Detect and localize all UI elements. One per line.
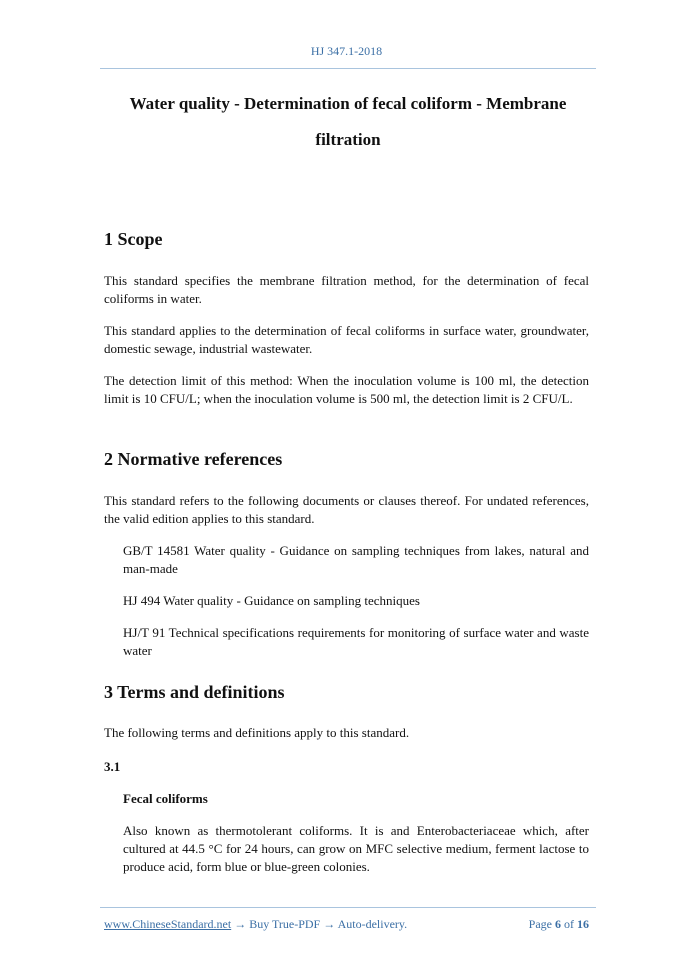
auto-delivery-text: Auto-delivery.: [337, 917, 408, 931]
reference-item: HJ/T 91 Technical specifications requirements for monitoring of surface water and waste water: [123, 625, 589, 658]
site-link[interactable]: www.ChineseStandard.net: [104, 917, 232, 931]
footer-divider: [100, 907, 596, 908]
arrow-icon: →: [234, 917, 247, 931]
section-heading-terms-definitions: 3 Terms and definitions: [104, 682, 285, 702]
scope-paragraph-3: The detection limit of this method: When the inoculation volume is 100 ml, the detection limit is 10 CFU/L; when the inoculation volume is 500 ml, the detection limit is 2 CFU/L.: [104, 373, 589, 406]
page-indicator: [529, 917, 589, 932]
terms-intro: The following terms and definitions apply to this standard.: [104, 725, 410, 740]
section-heading-normative-references: 2 Normative references: [104, 449, 283, 469]
reference-item: GB/T 14581 Water quality - Guidance on sampling techniques from lakes, natural and man-made: [123, 543, 589, 576]
document-code-header: HJ 347.1-2018: [310, 44, 383, 58]
footer-promo: [104, 917, 407, 932]
total-pages-number: 16: [577, 917, 589, 931]
reference-item: HJ 494 Water quality - Guidance on sampling techniques: [123, 593, 420, 608]
scope-paragraph-2: This standard applies to the determination of fecal coliforms in surface water, groundwater, domestic sewage, industrial wastewater.: [104, 323, 589, 356]
normative-intro: This standard refers to the following documents or clauses thereof. For undated references, the valid edition applies to this standard.: [104, 493, 589, 526]
buy-true-pdf-link[interactable]: Buy True-PDF: [249, 917, 321, 931]
scope-paragraph-1: This standard specifies the membrane filtration method, for the determination of fecal coliforms in water.: [104, 273, 589, 306]
document-title: [100, 86, 596, 158]
section-heading-scope: 1 Scope: [104, 229, 163, 249]
current-page-number: 6: [555, 917, 561, 931]
term-name: Fecal coliforms: [123, 791, 208, 806]
of-label: of: [564, 917, 574, 931]
term-number: 3.1: [104, 759, 121, 774]
title-line-2: filtration: [315, 130, 381, 149]
page-label: Page: [528, 917, 552, 931]
term-definition: Also known as thermotolerant coliforms. It is and Enterobacteriaceae which, after cultured at 44.5 °C for 24 hours, can grow on MFC selective medium, ferment lactose to produce acid, form blue or blue-green colonies.: [123, 823, 589, 874]
title-line-1: Water quality - Determination of fecal coliform - Membrane: [129, 94, 567, 113]
header-divider: [100, 68, 596, 69]
arrow-icon: →: [323, 917, 336, 931]
